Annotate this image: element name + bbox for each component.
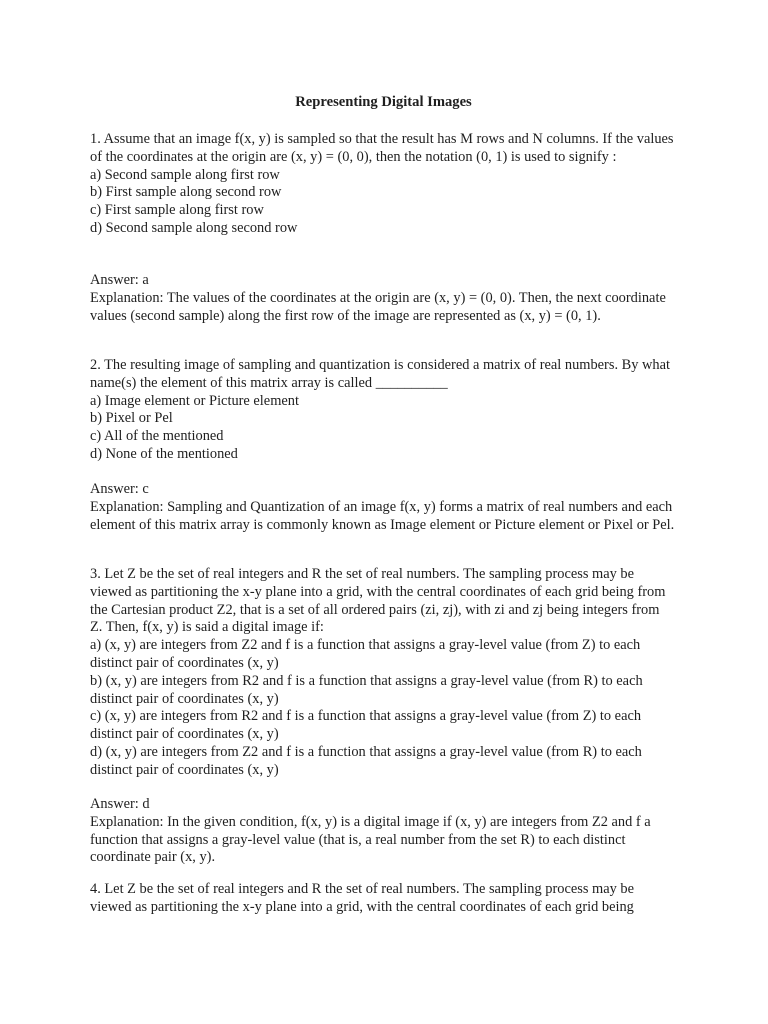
question-3 [90,566,682,780]
question-1-option-a: a) Second sample along first row [90,166,280,183]
answer-1-explanation: Explanation: The values of the coordinates at the origin are (x, y) = (0, 0). Then, the next coordinate values (second sample) along the first row of the image are represented as (x, y) = (0, 1). [90,289,666,324]
document-title: Representing Digital Images [295,94,472,110]
answer-2 [90,481,682,534]
answer-1-label: Answer: a [90,272,149,288]
question-4-text: 4. Let Z be the set of real integers and R the set of real numbers. The sampling process may be viewed as partitioning the x-y plane into a grid, with the central coordinates of each grid being [90,881,635,915]
question-2-option-d: d) None of the mentioned [90,445,238,462]
answer-3-explanation: Explanation: In the given condition, f(x, y) is a digital image if (x, y) are integers from Z2 and f a function that assigns a gray-level value (that is, a real number from the set R) to each distinct coordinate pair (x, y). [90,813,651,866]
question-3-option-a: a) (x, y) are integers from Z2 and f is a function that assigns a gray-level value (from Z) to each distinct pair of coordinates (x, y) [90,637,641,671]
question-2-text: 2. The resulting image of sampling and quantization is considered a matrix of real numbers. By what name(s) the element of this matrix array is called __________ [90,357,671,391]
question-1-option-c: c) First sample along first row [90,202,264,219]
answer-3 [90,796,682,867]
answer-1 [90,272,682,325]
question-4 [90,881,682,917]
question-2-option-c: c) All of the mentioned [90,428,224,445]
question-2-option-a: a) Image element or Picture element [90,392,299,409]
question-1-option-d: d) Second sample along second row [90,219,298,236]
document-page [90,0,682,1024]
question-2 [90,357,682,464]
answer-2-explanation: Explanation: Sampling and Quantization of an image f(x, y) forms a matrix of real numbers and each element of this matrix array is commonly known as Image element or Picture element or Pixel or Pel. [90,498,675,533]
question-2-option-b: b) Pixel or Pel [90,410,173,427]
question-3-option-c: c) (x, y) are integers from R2 and f is a function that assigns a gray-level value (from Z) to each distinct pair of coordinates (x, y) [90,708,642,743]
question-1 [90,131,682,238]
question-1-option-b: b) First sample along second row [90,184,282,201]
question-3-option-d: d) (x, y) are integers from Z2 and f is a function that assigns a gray-level value (from R) to each distinct pair of coordinates (x, y) [90,743,642,778]
question-1-text: 1. Assume that an image f(x, y) is sampled so that the result has M rows and N columns. If the values of the coordinates at the origin are (x, y) = (0, 0), then the notation (0, 1) is used to signify : [90,131,674,165]
answer-3-label: Answer: d [90,796,150,812]
question-3-option-b: b) (x, y) are integers from R2 and f is a function that assigns a gray-level value (from R) to each distinct pair of coordinates (x, y) [90,672,643,707]
question-3-text: 3. Let Z be the set of real integers and R the set of real numbers. The sampling process may be viewed as partitioning the x-y plane into a grid, with the central coordinates of each grid being from the Cartesian product Z2, that is a set of all ordered pairs (zi, zj), with zi and zj being integers from Z. Then, f(x, y) is said a digital image if: [90,566,666,636]
answer-2-label: Answer: c [90,481,149,497]
